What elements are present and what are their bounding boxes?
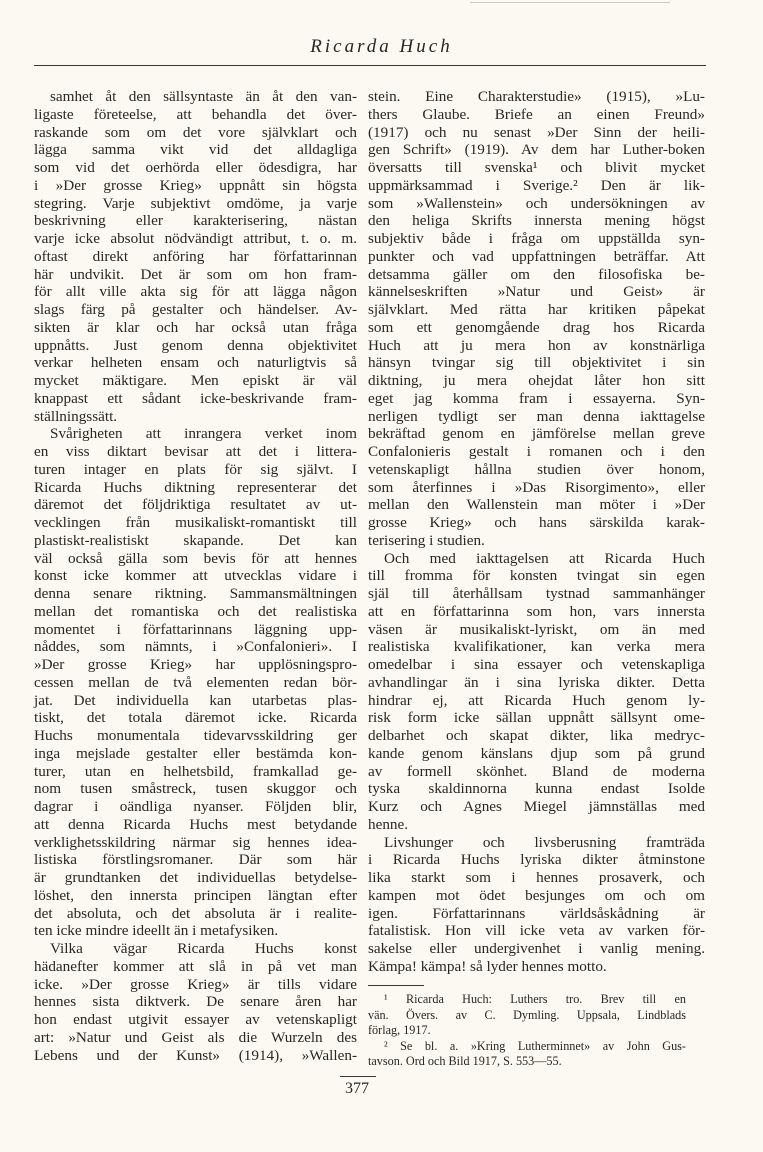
- text-line: hädanefter kommer att slå in på vet man: [34, 957, 357, 975]
- footnote-rule: [368, 985, 424, 986]
- text-line: väl också gälla som bevis för att hennes: [34, 549, 357, 567]
- paragraph: [34, 88, 357, 425]
- text-line: cessen mellan de två elementen redan bör-: [34, 673, 357, 691]
- text-line: konst icke kommer att utvecklas vidare i: [34, 567, 357, 585]
- text-line: uppnåtts. Just genom denna objektivitet: [34, 336, 357, 354]
- text-line: icke. »Der grosse Krieg» är tills vidare: [34, 975, 357, 993]
- right-column: [368, 88, 705, 976]
- running-head: Ricarda Huch: [310, 36, 453, 57]
- text-line: mycket mäktigare. Men episkt är väl: [34, 372, 357, 389]
- text-line: verklighetsskildring närmar sig hennes idea-: [34, 833, 357, 851]
- text-line: i »Der grosse Krieg» uppnått sin högsta: [34, 176, 357, 194]
- text-line: knappast ett sådant icke-beskrivande fram-: [34, 389, 357, 407]
- text-line: hennes sista diktverk. De senare åren har: [34, 993, 357, 1011]
- text-line: tyska skaldinnorna kunna endast Isolde: [368, 780, 705, 798]
- text-line: att denna Ricarda Huchs mest betydande: [34, 815, 357, 833]
- text-line: tiskt, det totala däremot icke. Ricarda: [34, 709, 357, 727]
- text-line: hon endast utgivit essayer av vetenskapligt: [34, 1011, 357, 1028]
- text-line: ¹ Ricarda Huch: Luthers tro. Brev till en: [384, 992, 686, 1006]
- text-line: av formell skönhet. Bland de moderna: [368, 762, 705, 780]
- text-line: som vid det oerhörda eller ödesdigra, har: [34, 159, 357, 176]
- text-line: för allt ville akta sig för att lägga någon: [34, 283, 357, 301]
- page-number-rule: [340, 1076, 376, 1077]
- left-column: [34, 88, 357, 1064]
- text-line: vecklingen från musikaliskt-romantiskt till: [34, 514, 357, 531]
- text-line: en viss diktart bevisar att det i littera-: [34, 443, 357, 460]
- text-line: thers Glaube. Briefe an einen Freund»: [368, 105, 705, 123]
- paragraph: [368, 88, 705, 550]
- text-line: uppmärksammad i Sverige.² Den är lik-: [368, 176, 705, 194]
- text-line: omedelbar i sina essayer och vetenskapliga: [368, 656, 705, 673]
- text-line: Lebens und der Kunst» (1914), »Wallen-: [34, 1046, 357, 1064]
- text-line: som ett genomgående drag hos Ricarda: [368, 318, 705, 336]
- text-line: dagrar i oändliga nyanser. Följden blir,: [34, 798, 357, 815]
- text-line: avhandlingar än i sina lyriska dikter. Detta: [368, 673, 705, 691]
- paragraph: [368, 550, 705, 834]
- text-line: plastiskt-realistiskt skapande. Det kan: [34, 531, 357, 549]
- text-line: Confalonieris gestalt i romanen och i den: [368, 443, 705, 460]
- text-line: ligaste företeelse, att behandla det över-: [34, 105, 357, 123]
- text-line: tavson. Ord och Bild 1917, S. 553—55.: [368, 1054, 562, 1069]
- text-line: självklart. Med rätta har kritiken påpekat: [368, 301, 705, 318]
- text-line: diktning, ju mera ohejdat låter hon sitt: [368, 372, 705, 389]
- text-line: detsamma gäller om den filosofiska be-: [368, 265, 705, 283]
- text-line: vän. Övers. av C. Dymling. Uppsala, Lindblads: [368, 1007, 686, 1022]
- text-line: till fromma för konsten tvingat sin egen: [368, 567, 705, 585]
- text-line: att en författarinna som hon, vars innersta: [368, 602, 705, 620]
- text-line: sikten är klar och har också utan fråga: [34, 318, 357, 336]
- text-line: henne.: [368, 815, 409, 833]
- text-line: Kämpa! kämpa! så lyder hennes motto.: [368, 957, 607, 975]
- text-line: subjektiv både i fråga om uppställda syn-: [368, 230, 705, 247]
- text-line: nåddes, som nämnts, i »Confalonieri». I: [34, 638, 357, 656]
- text-line: Kurz och Agnes Miegel jämnställas med: [368, 798, 705, 815]
- text-line: ställningssätt.: [34, 407, 118, 425]
- text-line: mellan den Wallenstein man möter i »Der: [368, 496, 705, 514]
- text-line: fatalistisk. Hon vill icke veta av varken för-: [368, 922, 705, 940]
- text-line: stegring. Varje subjektivt omdöme, ja varje: [34, 194, 357, 212]
- text-line: Vilka vägar Ricarda Huchs konst: [50, 940, 357, 957]
- text-line: oftast direkt anföring har författarinnan: [34, 247, 357, 265]
- text-line: (1917) och nu senast »Der Sinn der heili-: [368, 123, 705, 141]
- text-line: art: »Natur und Geist als die Wurzeln des: [34, 1028, 357, 1046]
- text-line: Huchs monumentala tidevarvsskildring ger: [34, 727, 357, 744]
- text-line: lika starkt som i hennes prosaverk, och: [368, 869, 705, 886]
- header-rule: [34, 65, 706, 66]
- text-line: nerligen tydligt ser man denna iakttagelse: [368, 407, 705, 425]
- text-line: beskrivning eller karakterisering, nästan: [34, 212, 357, 230]
- text-line: Ricarda Huchs diktning representerar det: [34, 478, 357, 496]
- text-line: Livshunger och livsberusning framträda: [384, 833, 705, 851]
- text-line: ten icke mindre ideellt än i metafysiken.: [34, 922, 279, 940]
- text-line: inga mejslade gestalter eller bestämda kon-: [34, 744, 357, 762]
- paragraph: [368, 834, 705, 976]
- text-line: turer, utan en helhetsbild, framkallad ge-: [34, 762, 357, 780]
- text-line: Huch att ju mera hon av konstnärliga: [368, 336, 705, 354]
- text-line: terisering i studien.: [368, 531, 485, 549]
- text-line: igen. Författarinnans världsåskådning är: [368, 904, 705, 922]
- text-line: denna senare riktning. Sammansmältningen: [34, 585, 357, 602]
- text-line: lägga samma vikt vid det alldagliga: [34, 141, 357, 159]
- text-line: grosse Krieg» och hans särskilda karak-: [368, 514, 705, 531]
- scan-edge-line: [470, 2, 670, 3]
- text-line: i Ricarda Huchs lyriska dikter åtminstone: [368, 851, 705, 869]
- text-line: vetenskapligt hållna studien över honom,: [368, 460, 705, 478]
- text-line: sakelse eller undergivenhet i vanlig mening.: [368, 940, 705, 957]
- paragraph: [34, 425, 357, 940]
- footnotes: [368, 992, 686, 1070]
- text-line: är grundtanken det individuellas betydelse-: [34, 869, 357, 886]
- text-line: Och med iakttagelsen att Ricarda Huch: [384, 549, 705, 567]
- text-line: kampen mot ödet besjunges om och om: [368, 886, 705, 904]
- text-line: realistiska kvalifikationer, kan verka mera: [368, 638, 705, 656]
- text-line: momentet i författarinnans läggning upp-: [34, 620, 357, 638]
- text-line: delbarhet och skapat dikter, lika medryc-: [368, 727, 705, 744]
- text-line: turen intager en plats för sig självt. I: [34, 460, 357, 478]
- text-line: jat. Det individuella kan utarbetas plas-: [34, 691, 357, 709]
- text-line: löshet, den innersta principen längtan efter: [34, 886, 357, 904]
- footnote: [368, 992, 686, 1039]
- text-line: stein. Eine Charakterstudie» (1915), »Lu-: [368, 88, 705, 105]
- text-line: själ till återhållsam tystnad sammanhänger: [368, 585, 705, 602]
- text-line: som »Wallenstein» och undersökningen av: [368, 194, 705, 212]
- text-line: hänsyn tvingar sig till objektivitet i sin: [368, 354, 705, 372]
- text-line: nom tusen småstreck, tusen skuggor och: [34, 780, 357, 798]
- text-line: gen Schrift» (1919). Av dem har Luther-boken: [368, 141, 705, 159]
- text-line: raskande som om det vore självklart och: [34, 123, 357, 141]
- paragraph: [34, 940, 357, 1064]
- text-line: översatts till svenska¹ och blivit mycket: [368, 159, 705, 176]
- text-line: väsen är musikaliskt-lyriskt, om än med: [368, 620, 705, 638]
- text-line: som återfinnes i »Das Risorgimento», eller: [368, 478, 705, 496]
- text-line: risk form icke sällan uppnått sällsynt ome-: [368, 709, 705, 727]
- text-line: kännelseskriften »Natur und Geist» är: [368, 283, 705, 301]
- text-line: den heliga Skrifts innersta mening högst: [368, 212, 705, 230]
- footnote: [368, 1039, 686, 1070]
- text-line: ² Se bl. a. »Kring Lutherminnet» av John Gus-: [384, 1038, 686, 1053]
- text-line: punkter och vad uppfattningen beträffar. Att: [368, 247, 705, 265]
- text-line: hindrar ej, att Ricarda Huch genom ly-: [368, 691, 705, 709]
- text-line: verkar helheten ensam och naturligtvis så: [34, 354, 357, 372]
- text-line: samhet åt den sällsyntaste än åt den van-: [50, 88, 357, 105]
- text-line: kande genom känslans djup som på grund: [368, 744, 705, 762]
- text-line: här undvikit. Det är som om hon fram-: [34, 265, 357, 283]
- text-line: det absoluta, och det absoluta är i realite-: [34, 904, 357, 922]
- text-line: »Der grosse Krieg» har upplösningspro-: [34, 656, 357, 673]
- text-line: bekräftad genom en jämförelse mellan greve: [368, 425, 705, 443]
- text-line: slags färg på gestalter och händelser. Av-: [34, 301, 357, 318]
- text-line: Svårigheten att inrangera verket inom: [50, 425, 357, 443]
- page-number: 377: [345, 1080, 369, 1097]
- text-line: däremot det följdriktiga resultatet av ut-: [34, 496, 357, 514]
- text-line: eget jag komma fram i essayerna. Syn-: [368, 389, 705, 407]
- text-line: listiska förstlingsromaner. Där som här: [34, 851, 357, 869]
- text-line: varje icke absolut nödvändigt attribut, t. o. m.: [34, 230, 357, 247]
- text-line: förlag, 1917.: [368, 1023, 431, 1038]
- text-line: mellan det romantiska och det realistiska: [34, 602, 357, 620]
